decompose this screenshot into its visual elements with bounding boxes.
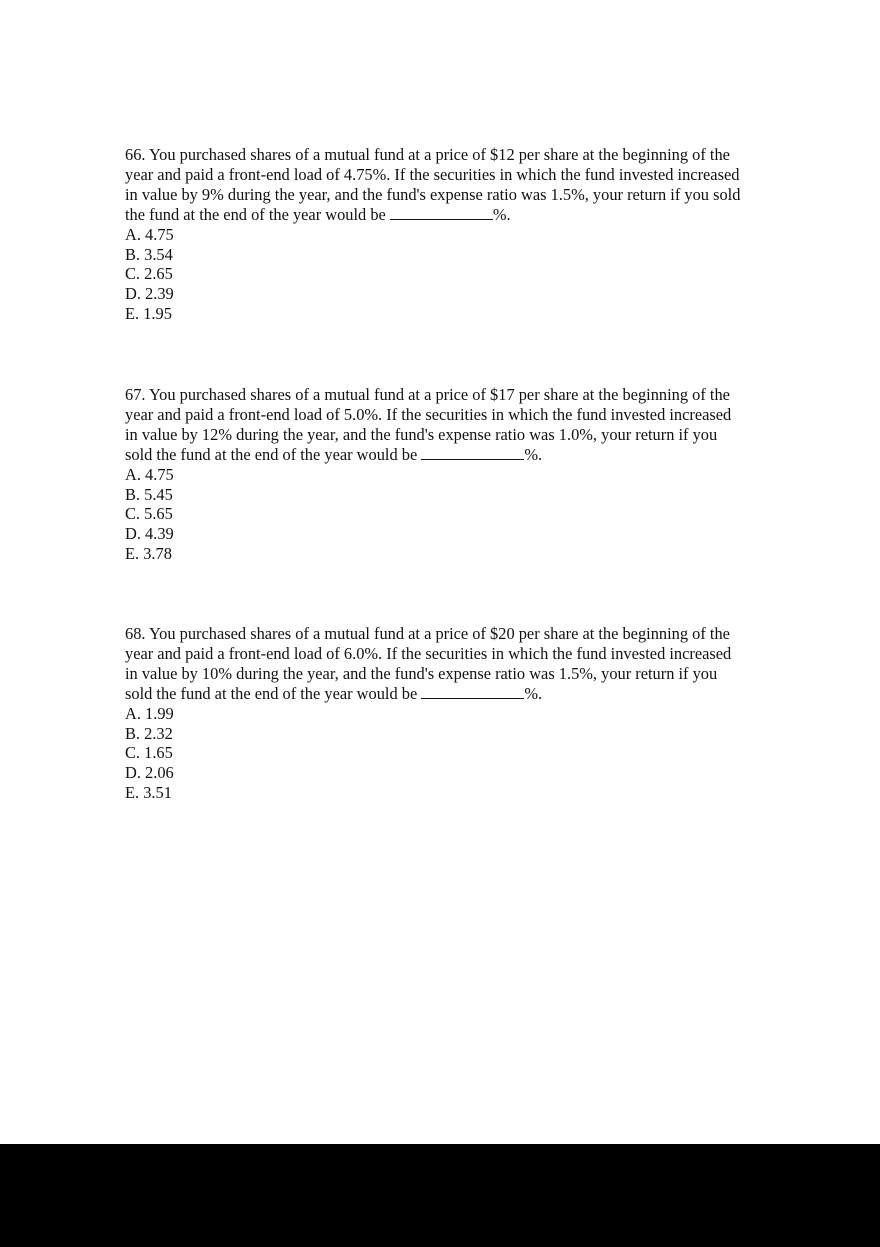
- question-stem-line: 66. You purchased shares of a mutual fund at a price of $12 per share at the beginning of the: [125, 145, 730, 164]
- blank-suffix: %.: [524, 444, 543, 464]
- question-stem-text: the fund at the end of the year would be: [125, 204, 390, 224]
- option-b: B. 2.32: [125, 723, 173, 743]
- option-e: E. 3.78: [125, 544, 172, 564]
- question-stem-line: 67. You purchased shares of a mutual fund at a price of $17 per share at the beginning of the: [125, 385, 730, 404]
- question-stem-last-line: [125, 205, 785, 225]
- question-stem-last-line: [125, 445, 785, 465]
- option-c: C. 2.65: [125, 264, 173, 284]
- question-stem-line: year and paid a front-end load of 5.0%. If the securities in which the fund invested increased: [125, 404, 732, 424]
- question-stem-text: sold the fund at the end of the year would be: [125, 444, 422, 464]
- question-stem-line: in value by 10% during the year, and the fund's expense ratio was 1.5%, your return if you: [125, 663, 718, 683]
- black-bottom-bar: [0, 1144, 880, 1247]
- option-c: C. 1.65: [125, 743, 173, 763]
- question-stem-line: in value by 12% during the year, and the fund's expense ratio was 1.0%, your return if you: [125, 424, 718, 444]
- option-d: D. 4.39: [125, 524, 174, 544]
- option-d: D. 2.39: [125, 284, 174, 304]
- question-stem-last-line: [125, 684, 785, 704]
- option-d: D. 2.06: [125, 763, 174, 783]
- answer-blank: [390, 205, 493, 220]
- question-stem-line: in value by 9% during the year, and the fund's expense ratio was 1.5%, your return if you sold: [125, 184, 741, 204]
- option-e: E. 1.95: [125, 304, 172, 324]
- option-a: A. 1.99: [125, 703, 174, 723]
- option-a: A. 4.75: [125, 464, 174, 484]
- question-stem-text: sold the fund at the end of the year would be: [125, 683, 422, 703]
- blank-suffix: %.: [492, 204, 511, 224]
- option-c: C. 5.65: [125, 504, 173, 524]
- answer-blank: [421, 684, 524, 699]
- option-e: E. 3.51: [125, 783, 172, 803]
- blank-suffix: %.: [524, 683, 543, 703]
- question-68: [125, 624, 785, 803]
- answer-blank: [421, 445, 524, 460]
- option-b: B. 3.54: [125, 244, 173, 264]
- question-stem-line: year and paid a front-end load of 6.0%. If the securities in which the fund invested increased: [125, 643, 732, 663]
- question-67: [125, 385, 785, 564]
- question-66: [125, 145, 785, 324]
- option-b: B. 5.45: [125, 484, 173, 504]
- question-stem-line: year and paid a front-end load of 4.75%. If the securities in which the fund invested increased: [125, 164, 740, 184]
- option-a: A. 4.75: [125, 224, 174, 244]
- question-stem-line: 68. You purchased shares of a mutual fund at a price of $20 per share at the beginning of the: [125, 624, 730, 643]
